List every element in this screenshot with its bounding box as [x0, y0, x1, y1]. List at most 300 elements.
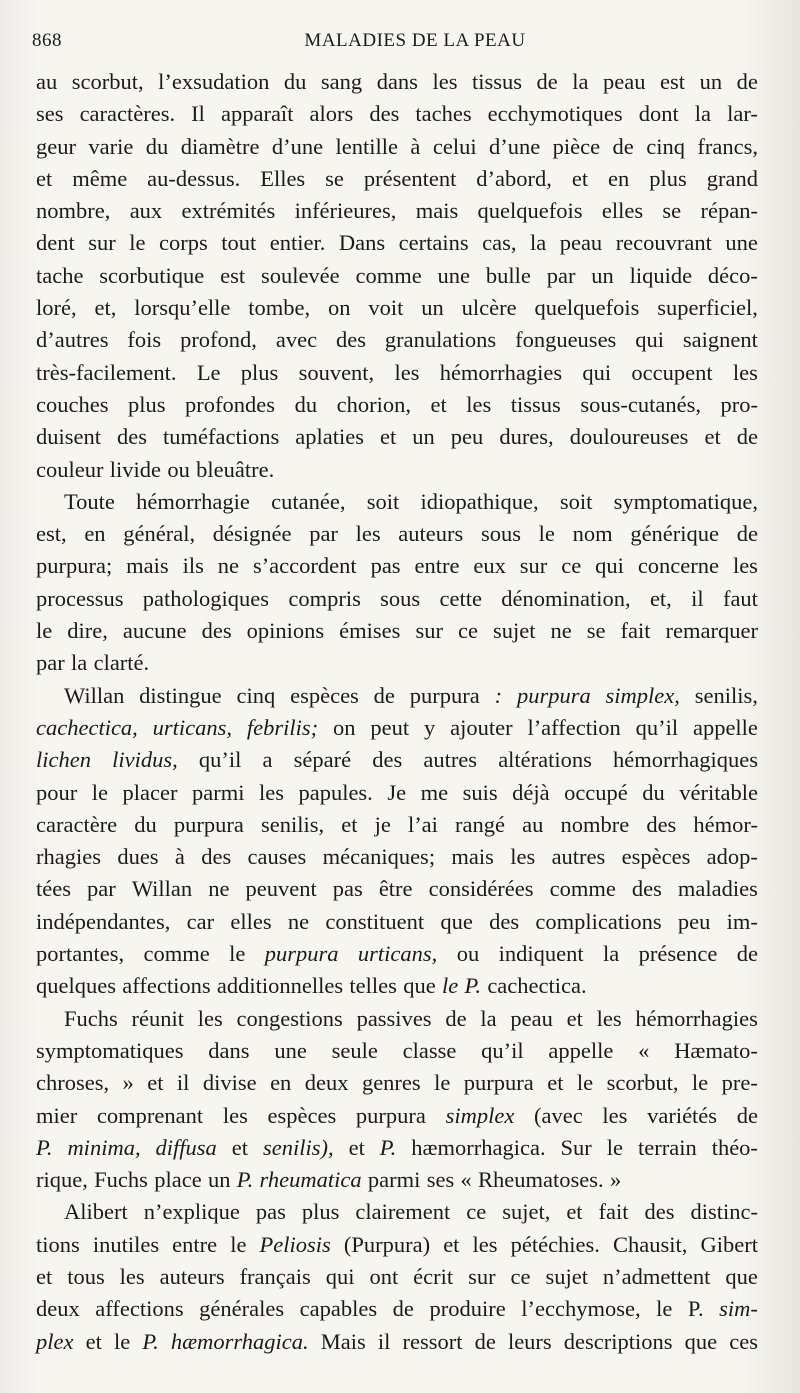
word: pro-: [720, 391, 758, 417]
word: le: [442, 973, 459, 999]
word: déco-: [707, 262, 758, 288]
word: ne: [550, 618, 572, 644]
word: bulle: [485, 262, 531, 288]
word: febrilis;: [246, 714, 319, 740]
word: diffusa: [155, 1134, 217, 1160]
word: des: [201, 618, 232, 644]
word: diamètre: [180, 133, 260, 159]
word: Sur: [560, 1134, 592, 1160]
word: le: [113, 1328, 131, 1354]
word: occupé: [564, 779, 628, 805]
word: dans: [208, 1037, 250, 1063]
word: des: [644, 1199, 675, 1225]
word: symptomatiques: [36, 1037, 184, 1063]
word: ce: [561, 553, 582, 579]
word: de: [536, 69, 558, 94]
word: le: [576, 1070, 594, 1096]
word: Elles: [260, 165, 306, 191]
word: sim-: [719, 1296, 758, 1322]
word: entre: [172, 1231, 218, 1257]
word: additionnelles: [216, 973, 344, 999]
word: pre-: [721, 1070, 758, 1096]
word: et: [147, 1070, 164, 1096]
word: sur: [468, 1263, 496, 1289]
word: complications: [535, 908, 662, 934]
word: ne: [208, 876, 230, 902]
text-line: [36, 744, 758, 776]
word: espèces: [290, 682, 359, 708]
word: y: [424, 714, 436, 740]
word: se: [325, 165, 344, 191]
word: écrit: [413, 1263, 454, 1289]
word: par: [309, 521, 338, 547]
word: quelques: [36, 973, 116, 999]
word: couches: [36, 391, 109, 417]
word: tous: [67, 1263, 105, 1289]
page-number: 868: [32, 30, 62, 51]
word: francs,: [697, 133, 758, 159]
word: hémor-: [693, 811, 758, 837]
word: ont: [369, 1263, 399, 1289]
word: et: [348, 1134, 365, 1160]
word: à: [174, 844, 185, 870]
word: nombre,: [36, 198, 111, 224]
word: générales: [199, 1296, 285, 1322]
word: elles: [230, 908, 272, 934]
word: mais: [415, 198, 459, 224]
page-header: [30, 30, 770, 60]
word: du: [134, 811, 157, 837]
word: quelquefois: [534, 295, 640, 321]
word: les: [222, 1102, 248, 1128]
word: l’ai: [407, 811, 438, 837]
text-line: [36, 1326, 758, 1358]
word: plus: [649, 165, 687, 191]
word: bleuâtre.: [196, 456, 275, 482]
word: portantes,: [36, 941, 125, 967]
word: souvent,: [298, 359, 375, 385]
word: autres: [423, 747, 478, 773]
word: sur: [88, 230, 116, 256]
word: comme: [355, 262, 422, 288]
word: à: [410, 133, 421, 159]
word: indiquent: [498, 941, 584, 967]
word: par: [87, 876, 116, 902]
word: et,: [649, 585, 672, 611]
word: purpura: [516, 682, 591, 708]
word: douloureuses: [569, 424, 689, 450]
text-line: [36, 1196, 758, 1228]
word: une: [725, 230, 758, 256]
word: hémorrhagie: [136, 488, 250, 514]
word: plus: [128, 391, 166, 417]
text-line: [36, 1293, 758, 1325]
word: fait: [620, 618, 651, 644]
word: simplex,: [605, 682, 680, 708]
word: Rheumatoses.: [478, 1167, 604, 1193]
word: l’ecchymose,: [521, 1296, 641, 1322]
word: senilis),: [262, 1134, 334, 1160]
word: sang: [320, 69, 363, 94]
text-line: [36, 454, 758, 486]
word: idiopathique,: [420, 488, 539, 514]
word: altérations: [498, 747, 592, 773]
text-line: [36, 1229, 758, 1261]
word: que: [403, 973, 436, 999]
word: papules.: [298, 779, 373, 805]
word: ce: [466, 1199, 487, 1225]
word: hæmorrhagica.: [170, 1328, 309, 1354]
word: le: [91, 779, 108, 805]
text-line: [36, 550, 758, 582]
word: symptomatique,: [613, 488, 758, 514]
word: que: [684, 1328, 718, 1354]
word: hémorrhagies: [635, 1005, 758, 1031]
word: pour: [36, 779, 78, 805]
word: les: [258, 779, 284, 805]
word: caractère: [36, 811, 118, 837]
word: des: [646, 811, 677, 837]
text-line: [36, 292, 758, 324]
word: loré,: [36, 295, 77, 321]
word: mécaniques;: [322, 844, 436, 870]
word: par: [36, 650, 65, 676]
word: tombe,: [248, 295, 311, 321]
word: les: [466, 391, 492, 417]
word: réunit: [131, 1005, 185, 1031]
word: place: [154, 1167, 202, 1193]
word: hémorrhagies: [439, 359, 563, 385]
word: pièce: [552, 133, 601, 159]
word: ils: [182, 553, 204, 579]
word: Fuchs: [64, 1005, 118, 1031]
word: lentille: [335, 133, 398, 159]
text-line: [36, 98, 758, 130]
word: qui: [582, 359, 612, 385]
word: varie: [88, 133, 134, 159]
word: de: [736, 941, 758, 967]
text-line: [36, 841, 758, 873]
word: P.: [464, 973, 482, 999]
word: un: [591, 262, 614, 288]
word: le: [538, 521, 555, 547]
word: ressort: [402, 1328, 463, 1354]
word: que: [440, 908, 473, 934]
word: les: [596, 1005, 622, 1031]
word: plex: [36, 1328, 74, 1354]
word: quelquefois: [477, 198, 583, 224]
word: ces: [729, 1328, 758, 1354]
word: purpura;: [36, 553, 113, 579]
word: nom: [572, 521, 613, 547]
word: distingue: [139, 682, 222, 708]
word: »: [609, 1167, 622, 1193]
word: sujet: [492, 618, 536, 644]
word: cette: [439, 585, 482, 611]
word: pétéchies.: [510, 1231, 600, 1257]
word: scorbut,: [606, 1070, 679, 1096]
word: descriptions: [563, 1328, 673, 1354]
word: peuvent: [245, 876, 317, 902]
word: Alibert: [64, 1199, 128, 1225]
word: le: [656, 1296, 673, 1322]
text-line: [36, 873, 758, 905]
word: terrain: [638, 1134, 697, 1160]
word: deux: [304, 1070, 349, 1096]
word: Willan: [131, 876, 193, 902]
word: en: [270, 1070, 292, 1096]
word: tissus: [471, 69, 522, 94]
word: purpura: [264, 941, 339, 967]
word: et: [547, 1070, 564, 1096]
word: rhagies: [36, 844, 101, 870]
word: cinq: [646, 133, 685, 159]
word: générique: [630, 521, 720, 547]
word: P.: [142, 1328, 159, 1354]
word: dont: [638, 101, 679, 127]
word: hæmorrhagica.: [411, 1134, 546, 1160]
word: classe: [402, 1037, 457, 1063]
text-line: [36, 583, 758, 615]
running-title: MALADIES DE LA PEAU: [304, 30, 526, 51]
word: la: [529, 230, 547, 256]
word: (Purpura): [343, 1231, 431, 1257]
word: Dans: [338, 230, 386, 256]
word: qu’il: [635, 714, 679, 740]
word: mier: [36, 1102, 78, 1128]
word: Gibert: [700, 1231, 758, 1257]
word: leurs: [507, 1328, 552, 1354]
word: et: [443, 1231, 460, 1257]
word: profond,: [180, 327, 257, 353]
word: ne: [217, 553, 240, 579]
word: aux: [129, 198, 163, 224]
word: d’une: [489, 133, 541, 159]
word: s’accordent: [252, 553, 357, 579]
word: plus: [240, 359, 279, 385]
word: du: [642, 779, 665, 805]
word: sous-cutanés,: [580, 391, 701, 417]
word: les: [510, 844, 536, 870]
word: le: [691, 1070, 709, 1096]
word: urticans,: [357, 941, 438, 967]
word: placer: [122, 779, 178, 805]
word: de: [373, 682, 395, 708]
word: les: [394, 359, 420, 385]
word: au: [36, 69, 58, 94]
word: ce: [510, 1263, 531, 1289]
word: celui: [432, 133, 477, 159]
word: opinions: [246, 618, 325, 644]
word: est: [660, 69, 686, 94]
word: la: [71, 650, 88, 676]
word: lichen: [36, 747, 91, 773]
word: «: [638, 1037, 650, 1063]
word: apparaît: [220, 101, 294, 127]
text-line: [36, 647, 758, 679]
word: entre: [414, 553, 460, 579]
word: présence: [638, 941, 718, 967]
word: peu: [450, 424, 484, 450]
word: même: [72, 165, 128, 191]
word: divise: [202, 1070, 257, 1096]
word: auteurs: [159, 1263, 225, 1289]
word: telles: [349, 973, 397, 999]
word: inférieures,: [294, 198, 397, 224]
word: senilis,: [260, 811, 325, 837]
word: en: [608, 165, 630, 191]
word: et: [36, 1263, 53, 1289]
word: geur: [36, 133, 76, 159]
word: duisent: [36, 424, 101, 450]
text-line: [36, 938, 758, 970]
word: faut: [722, 585, 758, 611]
word: sur: [415, 618, 443, 644]
word: autres: [551, 844, 606, 870]
word: pas: [370, 553, 401, 579]
word: auteurs: [398, 521, 464, 547]
word: d’abord,: [476, 165, 552, 191]
word: général,: [123, 521, 196, 547]
text-line: [36, 777, 758, 809]
word: des: [631, 876, 662, 902]
text-line: [36, 163, 758, 195]
word: des: [336, 327, 366, 353]
word: cinq: [236, 682, 276, 708]
word: les: [119, 1263, 145, 1289]
word: des: [117, 424, 148, 450]
word: de: [736, 424, 758, 450]
word: suis: [462, 779, 498, 805]
word: constituent: [325, 908, 425, 934]
word: processus: [36, 585, 124, 611]
word: pas: [255, 1199, 286, 1225]
word: eux: [473, 553, 506, 579]
word: purpura: [463, 1070, 534, 1096]
word: l’affection: [527, 714, 621, 740]
word: des: [489, 908, 520, 934]
word: présentent: [363, 165, 457, 191]
word: de: [736, 1102, 758, 1128]
word: et,: [94, 295, 117, 321]
word: distinc-: [690, 1199, 758, 1225]
word: purpura: [355, 1102, 426, 1128]
word: dire,: [67, 618, 108, 644]
word: caractères.: [79, 101, 176, 127]
word: les: [732, 359, 758, 385]
word: les: [355, 521, 381, 547]
word: nombre: [560, 811, 630, 837]
word: causes: [247, 844, 307, 870]
word: extrémités: [181, 198, 276, 224]
word: superficiel,: [657, 295, 758, 321]
word: qui: [635, 327, 664, 353]
word: peu: [677, 908, 711, 934]
word: ecchymotiques: [487, 101, 623, 127]
word: tissus: [510, 391, 561, 417]
word: certains: [398, 230, 469, 256]
word: voit: [368, 295, 404, 321]
word: rheumatica: [259, 1167, 362, 1193]
word: la: [480, 1005, 497, 1031]
text-line: [36, 906, 758, 938]
word: fongueuses: [515, 327, 617, 353]
word: le: [36, 618, 53, 644]
text-line: [36, 389, 758, 421]
word: me: [420, 779, 449, 805]
word: rangé: [455, 811, 505, 837]
text-line: [36, 324, 758, 356]
word: un: [421, 295, 444, 321]
text-line: [36, 518, 758, 550]
word: Le: [196, 359, 221, 385]
word: Mais: [320, 1328, 366, 1354]
text-line: [36, 260, 758, 292]
word: et: [566, 1005, 583, 1031]
word: urticans,: [152, 714, 233, 740]
word: Je: [387, 779, 407, 805]
word: concerne: [637, 553, 720, 579]
word: genres: [361, 1070, 421, 1096]
word: tache: [36, 262, 84, 288]
word: n’explique: [143, 1199, 240, 1225]
word: clarté.: [93, 650, 150, 676]
word: les: [732, 553, 758, 579]
word: P.: [379, 1134, 397, 1160]
word: comme: [549, 876, 616, 902]
word: Willan: [64, 682, 125, 708]
word: considérées: [428, 876, 534, 902]
word: désignée: [212, 521, 292, 547]
word: P.: [36, 1134, 53, 1160]
word: tout: [221, 230, 257, 256]
word: ou: [456, 941, 480, 967]
word: le: [434, 1070, 451, 1096]
word: émises: [339, 618, 401, 644]
word: capables: [299, 1296, 378, 1322]
text-line: [36, 970, 758, 1002]
word: et: [341, 811, 358, 837]
word: P.: [687, 1296, 704, 1322]
word: lorsqu’elle: [134, 295, 231, 321]
word: hémorrhagiques: [613, 747, 758, 773]
word: clairement: [355, 1199, 451, 1225]
word: lividus,: [112, 747, 178, 773]
word: tuméfactions: [163, 424, 280, 450]
word: entier.: [269, 230, 326, 256]
word: ses: [36, 101, 64, 127]
word: il: [377, 1328, 391, 1354]
word: cachectica.: [487, 973, 587, 999]
word: »: [122, 1070, 134, 1096]
word: le: [606, 1134, 624, 1160]
word: appelle: [548, 1037, 614, 1063]
word: parmi: [191, 779, 245, 805]
word: deux: [36, 1296, 80, 1322]
word: pas: [332, 876, 363, 902]
word: alors: [309, 101, 354, 127]
word: un: [207, 1167, 231, 1193]
word: scorbutique: [99, 262, 205, 288]
word: ne: [287, 908, 310, 934]
word: cas,: [482, 230, 517, 256]
word: qu’il: [481, 1037, 524, 1063]
text-line: [36, 227, 758, 259]
word: seule: [331, 1037, 378, 1063]
text-line: [36, 1132, 758, 1164]
text-line: [36, 1164, 758, 1196]
word: qui: [325, 1263, 355, 1289]
